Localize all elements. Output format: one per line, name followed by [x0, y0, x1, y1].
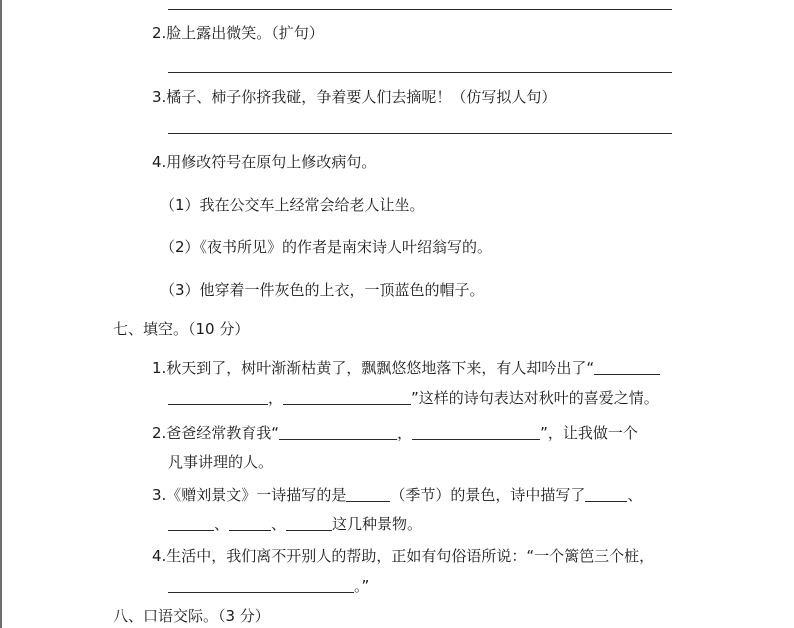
blank[interactable] — [229, 516, 271, 531]
fill-item-3 — [152, 487, 642, 503]
blank[interactable] — [279, 425, 397, 440]
blank[interactable] — [283, 390, 411, 405]
page-left-border — [0, 0, 2, 628]
fill-item-1 — [152, 360, 660, 376]
punctuation: 、 — [627, 486, 643, 504]
blank[interactable] — [168, 390, 268, 405]
question-4: 4.用修改符号在原句上修改病句。 — [152, 153, 377, 171]
answer-line — [168, 72, 672, 73]
sentence-item: （2）《夜书所见》的作者是南宋诗人叶绍翁写的。 — [160, 238, 493, 256]
blank[interactable] — [585, 487, 627, 502]
punctuation: ， — [397, 424, 413, 442]
fill-item-3-mid: （季节）的景色，诗中描写了 — [390, 486, 586, 504]
sentence-item: （1）我在公交车上经常会给老人让坐。 — [160, 196, 425, 214]
fill-item-3-tail: 这几种景物。 — [332, 515, 423, 533]
fill-item-2-cont: 凡事讲理的人。 — [168, 453, 274, 471]
fill-item-2-tail: ”，让我做一个 — [540, 424, 638, 442]
fill-item-1-tail: ”这样的诗句表达对秋叶的喜爱之情。 — [411, 389, 659, 407]
blank[interactable] — [346, 487, 390, 502]
blank[interactable] — [412, 425, 540, 440]
punctuation: ， — [268, 389, 284, 407]
blank[interactable] — [286, 516, 332, 531]
punctuation: 、 — [214, 515, 230, 533]
section-7-heading: 七、填空。（10 分） — [113, 320, 250, 338]
blank[interactable] — [168, 516, 214, 531]
question-2: 2.脸上露出微笑。（扩句） — [152, 24, 324, 42]
answer-line — [168, 9, 672, 10]
fill-item-1-cont — [168, 390, 659, 406]
answer-line — [168, 133, 672, 134]
fill-item-3-text: 3.《赠刘景文》一诗描写的是 — [152, 486, 347, 504]
fill-item-3-cont — [168, 516, 422, 532]
fill-item-4-cont — [168, 578, 369, 594]
sentence-item: （3）他穿着一件灰色的上衣，一顶蓝色的帽子。 — [160, 281, 485, 299]
question-3: 3.橘子、柿子你挤我碰，争着要人们去摘呢！（仿写拟人句） — [152, 88, 557, 106]
blank[interactable] — [594, 360, 660, 375]
fill-item-2 — [152, 425, 638, 441]
section-8-heading: 八、口语交际。（3 分） — [113, 607, 270, 625]
fill-item-1-text: 1.秋天到了，树叶渐渐枯黄了，飘飘悠悠地落下来，有人却吟出了“ — [152, 359, 595, 377]
punctuation: 、 — [271, 515, 287, 533]
fill-item-4-tail: 。” — [354, 577, 370, 595]
fill-item-2-text: 2.爸爸经常教育我“ — [152, 424, 280, 442]
fill-item-4: 4.生活中，我们离不开别人的帮助，正如有句俗语所说：“一个篱笆三个桩， — [152, 547, 655, 565]
blank[interactable] — [168, 578, 354, 593]
